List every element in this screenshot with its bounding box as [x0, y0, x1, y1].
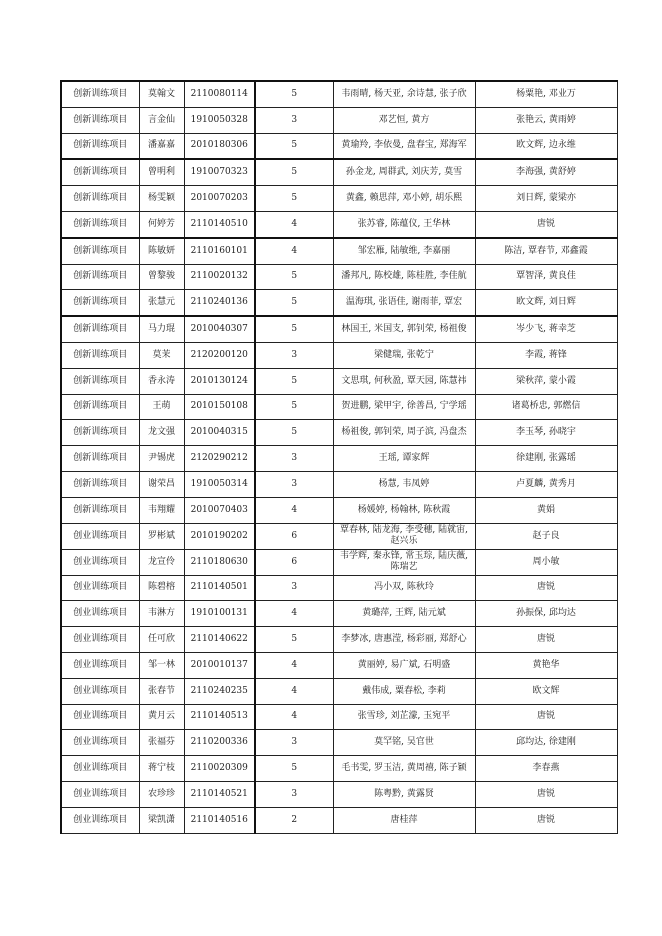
members-cell: 莫罕铭, 吴官世 [333, 730, 475, 756]
leader-name-cell: 曾明利 [139, 159, 184, 185]
leader-name-cell: 陈碧榕 [139, 575, 184, 601]
student-id-cell: 2010040315 [184, 420, 255, 446]
advisors-cell: 周小敏 [475, 549, 617, 575]
advisors-cell: 唐锐 [475, 781, 617, 807]
advisors-cell: 赵子良 [475, 523, 617, 549]
member-count-cell: 2 [255, 807, 333, 833]
table-row [61, 704, 617, 730]
student-id-cell: 2110160101 [184, 238, 255, 264]
member-count-cell: 3 [255, 781, 333, 807]
project-type-cell: 创业训练项目 [61, 781, 139, 807]
student-id-cell: 2010010137 [184, 652, 255, 678]
project-type-cell: 创新训练项目 [61, 394, 139, 420]
table-row [61, 730, 617, 756]
advisors-cell: 唐锐 [475, 807, 617, 833]
leader-name-cell: 黄月云 [139, 704, 184, 730]
table-row [61, 420, 617, 446]
member-count-cell: 3 [255, 575, 333, 601]
table-row [61, 627, 617, 653]
project-type-cell: 创业训练项目 [61, 523, 139, 549]
project-type-cell: 创业训练项目 [61, 704, 139, 730]
members-cell: 冯小双, 陈秋玲 [333, 575, 475, 601]
members-cell: 唐桂萍 [333, 807, 475, 833]
advisors-cell: 李海强, 黄舒婷 [475, 159, 617, 185]
student-id-cell: 2110240136 [184, 290, 255, 316]
project-type-cell: 创业训练项目 [61, 601, 139, 627]
advisors-cell: 唐锐 [475, 575, 617, 601]
advisors-cell: 欧文辉, 刘日辉 [475, 290, 617, 316]
table-row [61, 471, 617, 497]
leader-name-cell: 王萌 [139, 394, 184, 420]
member-count-cell: 4 [255, 238, 333, 264]
project-type-cell: 创业训练项目 [61, 678, 139, 704]
student-id-cell: 1910100131 [184, 601, 255, 627]
student-id-cell: 2010040307 [184, 316, 255, 342]
member-count-cell: 3 [255, 107, 333, 133]
student-id-cell: 2010190202 [184, 523, 255, 549]
student-id-cell: 2120200120 [184, 342, 255, 368]
member-count-cell: 5 [255, 290, 333, 316]
leader-name-cell: 韦翔耀 [139, 497, 184, 523]
members-cell: 覃春林, 陆龙海, 李受穗, 陆就宙, 赵兴乐 [333, 523, 475, 549]
member-count-cell: 6 [255, 523, 333, 549]
member-count-cell: 6 [255, 549, 333, 575]
member-count-cell: 5 [255, 627, 333, 653]
member-count-cell: 5 [255, 394, 333, 420]
members-cell: 温海琪, 张语佳, 谢雨菲, 覃宏 [333, 290, 475, 316]
members-cell: 贺进鹏, 梁甲宇, 徐善昌, 宁学瑶 [333, 394, 475, 420]
table-row [61, 756, 617, 782]
table-row [61, 394, 617, 420]
student-id-cell: 2110180630 [184, 549, 255, 575]
project-type-cell: 创新训练项目 [61, 497, 139, 523]
leader-name-cell: 陈敏妍 [139, 238, 184, 264]
members-cell: 韦学辉, 秦永锋, 常玉琮, 陆庆薇, 陈瑞艺 [333, 549, 475, 575]
advisors-cell: 李霞, 蒋锋 [475, 342, 617, 368]
project-table-body [61, 81, 617, 833]
leader-name-cell: 农珍珍 [139, 781, 184, 807]
advisors-cell: 陈洁, 覃春节, 邓鑫霞 [475, 238, 617, 264]
project-type-cell: 创新训练项目 [61, 290, 139, 316]
members-cell: 孙金龙, 周群武, 刘庆芳, 莫雪 [333, 159, 475, 185]
leader-name-cell: 莫翰文 [139, 81, 184, 107]
table-row [61, 549, 617, 575]
member-count-cell: 4 [255, 652, 333, 678]
member-count-cell: 4 [255, 211, 333, 237]
project-type-cell: 创业训练项目 [61, 807, 139, 833]
leader-name-cell: 香永涛 [139, 368, 184, 394]
student-id-cell: 1910070323 [184, 159, 255, 185]
members-cell: 张雪珍, 刘芷濛, 玉宛平 [333, 704, 475, 730]
member-count-cell: 5 [255, 81, 333, 107]
advisors-cell: 张艳云, 黄雨婷 [475, 107, 617, 133]
leader-name-cell: 张福芬 [139, 730, 184, 756]
leader-name-cell: 潘嘉嘉 [139, 133, 184, 159]
leader-name-cell: 任可欣 [139, 627, 184, 653]
members-cell: 张苏睿, 陈蕴仪, 王华林 [333, 211, 475, 237]
student-id-cell: 2110240235 [184, 678, 255, 704]
project-type-cell: 创新训练项目 [61, 133, 139, 159]
member-count-cell: 3 [255, 342, 333, 368]
members-cell: 戴伟成, 粟春松, 李莉 [333, 678, 475, 704]
project-type-cell: 创新训练项目 [61, 420, 139, 446]
student-id-cell: 2110140521 [184, 781, 255, 807]
advisors-cell: 欧文辉, 边永维 [475, 133, 617, 159]
table-row [61, 186, 617, 212]
member-count-cell: 5 [255, 316, 333, 342]
table-row [61, 678, 617, 704]
members-cell: 黄鑫, 赖思萍, 邓小婷, 胡乐熙 [333, 186, 475, 212]
member-count-cell: 4 [255, 704, 333, 730]
table-row [61, 446, 617, 472]
table-row [61, 107, 617, 133]
student-id-cell: 2010150108 [184, 394, 255, 420]
leader-name-cell: 何婷芳 [139, 211, 184, 237]
advisors-cell: 唐锐 [475, 704, 617, 730]
project-type-cell: 创业训练项目 [61, 627, 139, 653]
member-count-cell: 3 [255, 730, 333, 756]
member-count-cell: 5 [255, 756, 333, 782]
advisors-cell: 唐锐 [475, 627, 617, 653]
table-row [61, 159, 617, 185]
project-type-cell: 创新训练项目 [61, 81, 139, 107]
member-count-cell: 4 [255, 497, 333, 523]
members-cell: 文思琪, 何秋盈, 覃天园, 陈慧祎 [333, 368, 475, 394]
advisors-cell: 邱均达, 徐建刚 [475, 730, 617, 756]
members-cell: 王瑶, 谭家辉 [333, 446, 475, 472]
members-cell: 李梦冰, 唐惠滢, 杨彩丽, 郑舒心 [333, 627, 475, 653]
advisors-cell: 诸葛桥忠, 郭燃信 [475, 394, 617, 420]
student-id-cell: 2010130124 [184, 368, 255, 394]
advisors-cell: 徐建刚, 张露瑶 [475, 446, 617, 472]
project-type-cell: 创新训练项目 [61, 159, 139, 185]
leader-name-cell: 龙文强 [139, 420, 184, 446]
member-count-cell: 5 [255, 368, 333, 394]
table-row [61, 316, 617, 342]
student-id-cell: 2110020309 [184, 756, 255, 782]
project-type-cell: 创业训练项目 [61, 549, 139, 575]
student-id-cell: 2120290212 [184, 446, 255, 472]
table-row [61, 601, 617, 627]
member-count-cell: 4 [255, 678, 333, 704]
advisors-cell: 李春燕 [475, 756, 617, 782]
advisors-cell: 覃智泽, 黄良佳 [475, 264, 617, 290]
member-count-cell: 5 [255, 133, 333, 159]
project-type-cell: 创业训练项目 [61, 730, 139, 756]
student-id-cell: 2110140513 [184, 704, 255, 730]
member-count-cell: 3 [255, 446, 333, 472]
student-id-cell: 2110140510 [184, 211, 255, 237]
table-row [61, 368, 617, 394]
table-row [61, 342, 617, 368]
project-type-cell: 创新训练项目 [61, 211, 139, 237]
table-row [61, 133, 617, 159]
table-row [61, 781, 617, 807]
member-count-cell: 5 [255, 186, 333, 212]
members-cell: 潘邦凡, 陈校雄, 陈桂胜, 李佳航 [333, 264, 475, 290]
leader-name-cell: 莫茉 [139, 342, 184, 368]
table-row [61, 238, 617, 264]
leader-name-cell: 张春节 [139, 678, 184, 704]
table-row [61, 211, 617, 237]
table-row [61, 290, 617, 316]
student-id-cell: 2110020132 [184, 264, 255, 290]
advisors-cell: 孙振保, 邱均达 [475, 601, 617, 627]
advisors-cell: 梁秋萍, 蒙小霞 [475, 368, 617, 394]
leader-name-cell: 罗彬斌 [139, 523, 184, 549]
member-count-cell: 5 [255, 264, 333, 290]
leader-name-cell: 言金仙 [139, 107, 184, 133]
project-table [60, 80, 618, 834]
student-id-cell: 2110140516 [184, 807, 255, 833]
table-row [61, 575, 617, 601]
members-cell: 林国王, 米国支, 郭钊荣, 杨祖俊 [333, 316, 475, 342]
student-id-cell: 2110140622 [184, 627, 255, 653]
table-row [61, 523, 617, 549]
member-count-cell: 5 [255, 159, 333, 185]
table-row [61, 264, 617, 290]
table-row [61, 497, 617, 523]
members-cell: 杨媛婷, 杨翰林, 陈秋霞 [333, 497, 475, 523]
members-cell: 陈粤黔, 黄露贤 [333, 781, 475, 807]
advisors-cell: 杨粟艳, 邓业万 [475, 81, 617, 107]
table-row [61, 652, 617, 678]
project-type-cell: 创新训练项目 [61, 368, 139, 394]
project-type-cell: 创新训练项目 [61, 471, 139, 497]
leader-name-cell: 梁凯潇 [139, 807, 184, 833]
members-cell: 黄璐萍, 王辉, 陆元斌 [333, 601, 475, 627]
leader-name-cell: 谢荣昌 [139, 471, 184, 497]
members-cell: 邹宏雁, 陆敏维, 李嘉丽 [333, 238, 475, 264]
project-type-cell: 创业训练项目 [61, 652, 139, 678]
leader-name-cell: 尹锡虎 [139, 446, 184, 472]
student-id-cell: 2110140501 [184, 575, 255, 601]
advisors-cell: 唐锐 [475, 211, 617, 237]
members-cell: 梁健瑞, 张乾宁 [333, 342, 475, 368]
advisors-cell: 欧文辉 [475, 678, 617, 704]
members-cell: 邓艺恒, 黄方 [333, 107, 475, 133]
project-type-cell: 创新训练项目 [61, 446, 139, 472]
project-type-cell: 创新训练项目 [61, 107, 139, 133]
member-count-cell: 3 [255, 471, 333, 497]
project-type-cell: 创新训练项目 [61, 316, 139, 342]
members-cell: 杨祖俊, 郭钊荣, 周子滨, 冯盘杰 [333, 420, 475, 446]
advisors-cell: 岑少飞, 蒋幸芝 [475, 316, 617, 342]
student-id-cell: 1910050328 [184, 107, 255, 133]
member-count-cell: 5 [255, 420, 333, 446]
members-cell: 韦雨晴, 杨天亚, 余诗慧, 张子欣 [333, 81, 475, 107]
project-type-cell: 创新训练项目 [61, 186, 139, 212]
leader-name-cell: 马力琨 [139, 316, 184, 342]
leader-name-cell: 张慧元 [139, 290, 184, 316]
advisors-cell: 李玉琴, 孙晓宇 [475, 420, 617, 446]
project-type-cell: 创新训练项目 [61, 342, 139, 368]
student-id-cell: 2010070403 [184, 497, 255, 523]
members-cell: 黄瑜羚, 李依曼, 盘春宝, 郑海军 [333, 133, 475, 159]
student-id-cell: 2010070203 [184, 186, 255, 212]
advisors-cell: 卢夏麟, 黄秀月 [475, 471, 617, 497]
advisors-cell: 黄艳华 [475, 652, 617, 678]
project-type-cell: 创新训练项目 [61, 238, 139, 264]
student-id-cell: 2110200336 [184, 730, 255, 756]
table-row [61, 807, 617, 833]
leader-name-cell: 蒋宁枝 [139, 756, 184, 782]
student-id-cell: 2110080114 [184, 81, 255, 107]
members-cell: 杨慧, 韦凤婷 [333, 471, 475, 497]
advisors-cell: 黄娟 [475, 497, 617, 523]
advisors-cell: 刘日辉, 蒙梁亦 [475, 186, 617, 212]
members-cell: 毛书雯, 罗玉洁, 黄周禧, 陈子颖 [333, 756, 475, 782]
table-row [61, 81, 617, 107]
leader-name-cell: 邹一林 [139, 652, 184, 678]
leader-name-cell: 曾黎骏 [139, 264, 184, 290]
leader-name-cell: 龙宣伶 [139, 549, 184, 575]
member-count-cell: 4 [255, 601, 333, 627]
student-id-cell: 2010180306 [184, 133, 255, 159]
student-id-cell: 1910050314 [184, 471, 255, 497]
project-type-cell: 创业训练项目 [61, 756, 139, 782]
members-cell: 黄丽婷, 易广斌, 石明盛 [333, 652, 475, 678]
project-type-cell: 创新训练项目 [61, 264, 139, 290]
leader-name-cell: 杨雯颖 [139, 186, 184, 212]
project-type-cell: 创业训练项目 [61, 575, 139, 601]
leader-name-cell: 韦淋方 [139, 601, 184, 627]
